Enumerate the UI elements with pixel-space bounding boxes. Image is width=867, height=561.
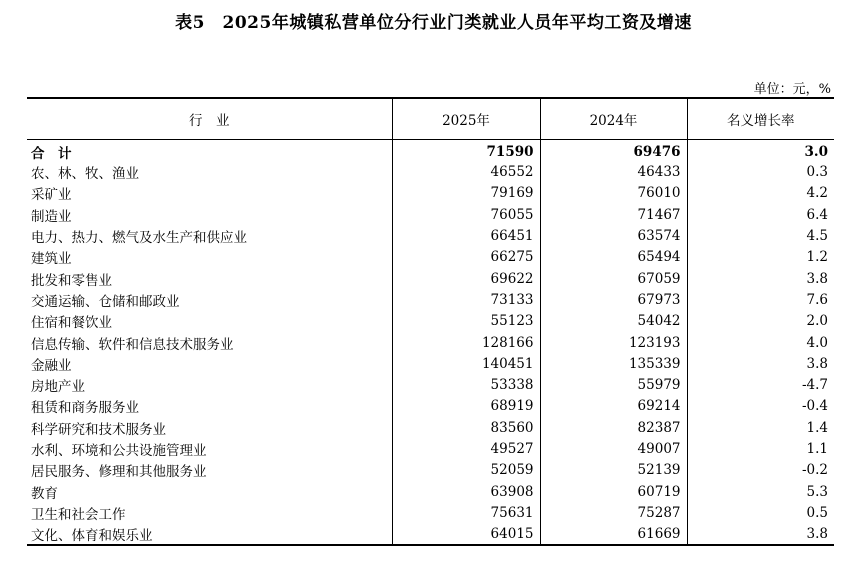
table-row	[27, 417, 834, 438]
value-2025: 49527	[392, 438, 540, 459]
table-row	[27, 183, 834, 204]
industry-name: 农、林、牧、渔业	[31, 166, 139, 183]
total-growth: 3.0	[687, 139, 834, 162]
industry-name: 电力、热力、燃气及水生产和供应业	[31, 230, 247, 247]
value-2024: 61669	[540, 524, 687, 545]
growth-rate: -0.4	[687, 396, 834, 417]
value-2024: 60719	[540, 481, 687, 502]
value-2025: 76055	[392, 204, 540, 225]
table-row	[27, 289, 834, 310]
table-row	[27, 481, 834, 502]
table-row	[27, 374, 834, 395]
table-row	[27, 524, 834, 545]
growth-rate: 1.4	[687, 417, 834, 438]
growth-rate: 1.1	[687, 438, 834, 459]
value-2025: 52059	[392, 460, 540, 481]
header-row	[27, 98, 834, 139]
table-row	[27, 311, 834, 332]
table-row	[27, 162, 834, 183]
total-2024: 69476	[540, 139, 687, 162]
value-2025: 69622	[392, 268, 540, 289]
industry-name: 交通运输、仓储和邮政业	[31, 293, 180, 310]
value-2024: 67059	[540, 268, 687, 289]
value-2024: 135339	[540, 353, 687, 374]
growth-rate: 4.0	[687, 332, 834, 353]
value-2024: 123193	[540, 332, 687, 353]
value-2024: 76010	[540, 183, 687, 204]
value-2025: 66275	[392, 247, 540, 268]
growth-rate: 6.4	[687, 204, 834, 225]
table-row	[27, 396, 834, 417]
industry-name: 卫生和社会工作	[31, 506, 126, 523]
header-growth: 名义增长率	[687, 98, 834, 139]
growth-rate: 0.5	[687, 502, 834, 523]
value-2024: 46433	[540, 162, 687, 183]
industry-name: 批发和零售业	[31, 272, 112, 289]
value-2024: 71467	[540, 204, 687, 225]
growth-rate: 4.2	[687, 183, 834, 204]
value-2024: 52139	[540, 460, 687, 481]
industry-name: 租赁和商务服务业	[31, 400, 139, 417]
table-row	[27, 268, 834, 289]
wage-table	[27, 97, 834, 546]
table-row	[27, 247, 834, 268]
growth-rate: 3.8	[687, 353, 834, 374]
table-row	[27, 353, 834, 374]
value-2025: 64015	[392, 524, 540, 545]
total-name: 合 计	[31, 145, 72, 162]
value-2024: 75287	[540, 502, 687, 523]
value-2025: 63908	[392, 481, 540, 502]
value-2025: 53338	[392, 374, 540, 395]
growth-rate: 0.3	[687, 162, 834, 183]
industry-name: 居民服务、修理和其他服务业	[31, 464, 207, 481]
header-2025: 2025年	[392, 98, 540, 139]
growth-rate: 1.2	[687, 247, 834, 268]
value-2024: 54042	[540, 311, 687, 332]
table-row	[27, 332, 834, 353]
value-2025: 79169	[392, 183, 540, 204]
value-2024: 49007	[540, 438, 687, 459]
value-2025: 128166	[392, 332, 540, 353]
growth-rate: 4.5	[687, 225, 834, 246]
table-title: 表5 2025年城镇私营单位分行业门类就业人员年平均工资及增速	[175, 13, 692, 33]
growth-rate: -4.7	[687, 374, 834, 395]
growth-rate: 2.0	[687, 311, 834, 332]
table-row	[27, 438, 834, 459]
value-2025: 66451	[392, 225, 540, 246]
table-row	[27, 204, 834, 225]
table-body	[27, 139, 834, 545]
value-2024: 67973	[540, 289, 687, 310]
industry-name: 住宿和餐饮业	[31, 315, 112, 332]
value-2025: 46552	[392, 162, 540, 183]
industry-name: 制造业	[31, 208, 72, 225]
unit-note: 单位：元，%	[753, 82, 831, 97]
industry-name: 信息传输、软件和信息技术服务业	[31, 336, 234, 353]
table-header	[27, 98, 834, 139]
industry-name: 教育	[31, 485, 58, 502]
growth-rate: 3.8	[687, 524, 834, 545]
value-2025: 83560	[392, 417, 540, 438]
value-2024: 55979	[540, 374, 687, 395]
value-2025: 55123	[392, 311, 540, 332]
value-2025: 68919	[392, 396, 540, 417]
value-2025: 73133	[392, 289, 540, 310]
value-2025: 75631	[392, 502, 540, 523]
value-2024: 65494	[540, 247, 687, 268]
industry-name: 科学研究和技术服务业	[31, 421, 166, 438]
growth-rate: -0.2	[687, 460, 834, 481]
industry-name: 文化、体育和娱乐业	[27, 524, 392, 545]
header-2024: 2024年	[540, 98, 687, 139]
value-2025: 140451	[392, 353, 540, 374]
industry-name: 金融业	[31, 357, 72, 374]
total-2025: 71590	[392, 139, 540, 162]
value-2024: 82387	[540, 417, 687, 438]
industry-name: 水利、环境和公共设施管理业	[31, 443, 207, 459]
table-row	[27, 460, 834, 481]
header-industry: 行 业	[27, 98, 392, 139]
industry-name: 采矿业	[31, 187, 72, 204]
table-row	[27, 502, 834, 523]
value-2024: 63574	[540, 225, 687, 246]
total-row	[27, 139, 834, 162]
industry-name: 建筑业	[31, 251, 72, 268]
table-row	[27, 225, 834, 246]
growth-rate: 3.8	[687, 268, 834, 289]
value-2024: 69214	[540, 396, 687, 417]
growth-rate: 5.3	[687, 481, 834, 502]
industry-name: 房地产业	[31, 379, 85, 396]
growth-rate: 7.6	[687, 289, 834, 310]
